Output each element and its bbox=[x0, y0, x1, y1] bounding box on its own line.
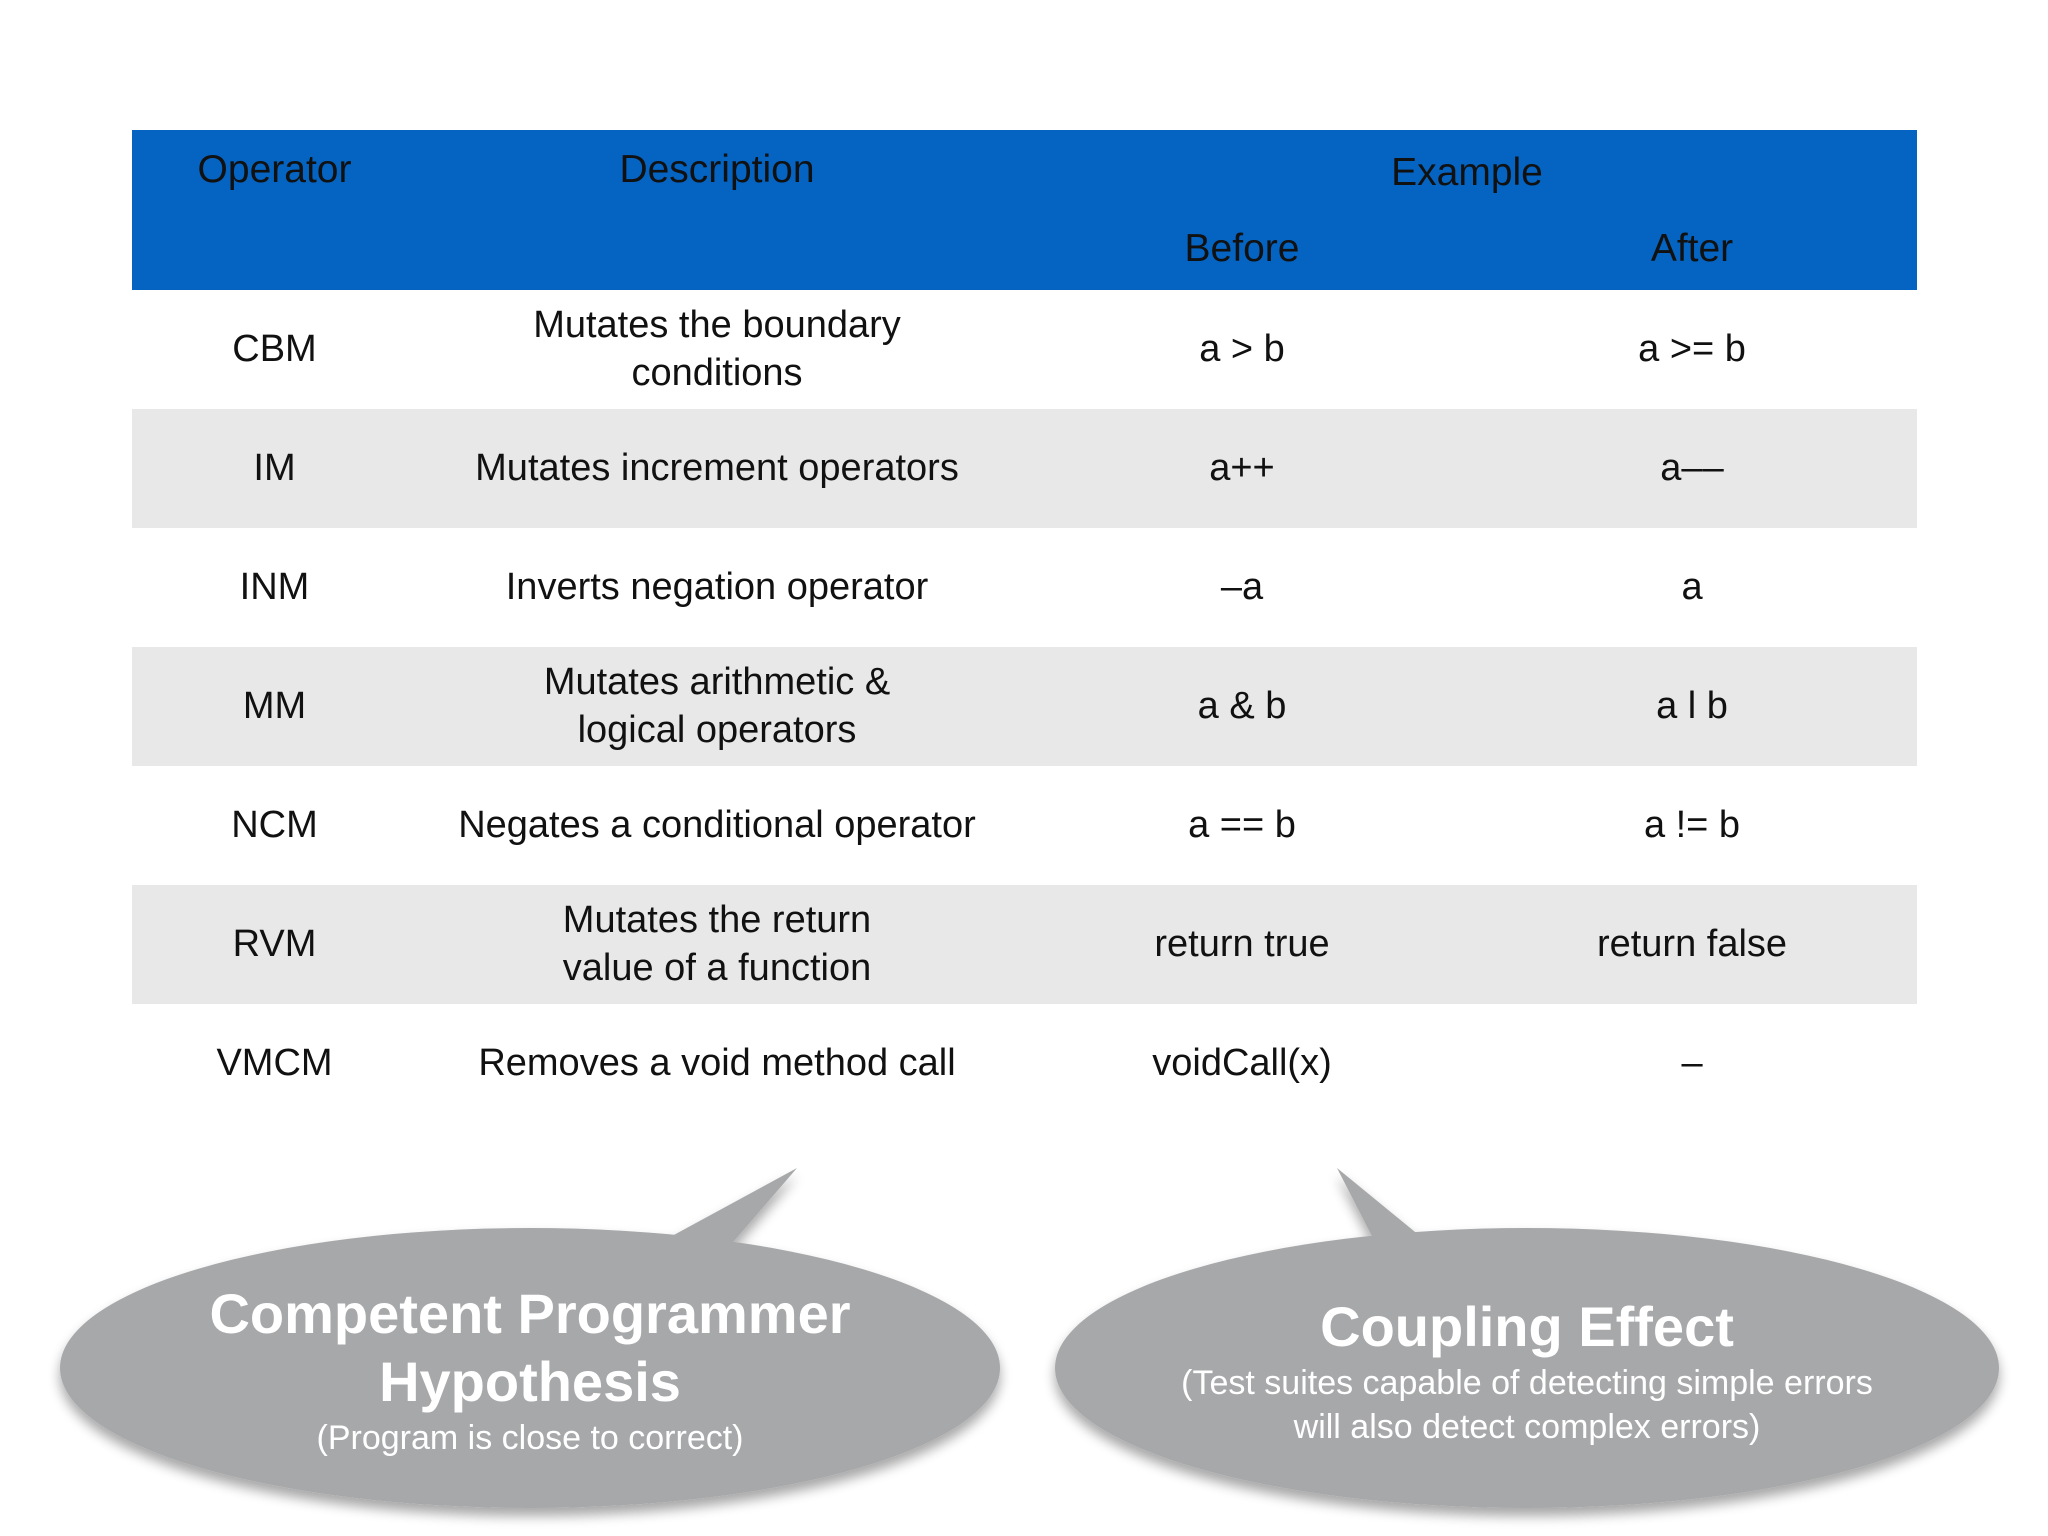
header-example-label: Example bbox=[1391, 151, 1543, 194]
right-bubble-subtitle-line2: will also detect complex errors) bbox=[1293, 1408, 1761, 1446]
cell-description: Negates a conditional operator bbox=[458, 803, 976, 846]
cell-before: –a bbox=[1220, 565, 1264, 608]
right-bubble-title: Coupling Effect bbox=[1320, 1295, 1734, 1358]
cell-operator: VMCM bbox=[216, 1041, 333, 1084]
cell-before: a++ bbox=[1017, 409, 1467, 528]
header-after-label: After bbox=[1650, 227, 1734, 270]
cell-description: Mutates the boundary conditions bbox=[533, 304, 901, 394]
left-bubble-subtitle: (Program is close to correct) bbox=[316, 1419, 744, 1457]
left-bubble-text bbox=[130, 1280, 930, 1460]
header-operator-label: Operator bbox=[197, 148, 352, 191]
cell-after: a l b bbox=[1467, 647, 1917, 766]
right-bubble-subtitle-line1: (Test suites capable of detecting simple errors bbox=[1181, 1364, 1873, 1402]
cell-before: a & b bbox=[1017, 647, 1467, 766]
cell-description: Mutates increment operators bbox=[417, 409, 1017, 528]
header-description-label: Description bbox=[619, 148, 815, 191]
cell-operator: INM bbox=[239, 565, 310, 608]
cell-operator: IM bbox=[132, 409, 417, 528]
cell-after: a >= b bbox=[1638, 327, 1746, 370]
cell-operator: NCM bbox=[231, 803, 318, 846]
cell-description: Mutates arithmetic & logical operators bbox=[417, 647, 1017, 766]
right-bubble-text bbox=[1107, 1293, 1947, 1449]
header-before-label: Before bbox=[1184, 227, 1300, 270]
cell-after: a bbox=[1681, 565, 1703, 608]
left-bubble-title-line1: Competent Programmer bbox=[209, 1282, 851, 1345]
cell-before: a == b bbox=[1188, 803, 1296, 846]
cell-after: return false bbox=[1467, 885, 1917, 1004]
cell-after: – bbox=[1681, 1041, 1703, 1084]
cell-operator: CBM bbox=[232, 327, 317, 370]
cell-operator: MM bbox=[132, 647, 417, 766]
cell-before: voidCall(x) bbox=[1152, 1041, 1332, 1084]
cell-after: a != b bbox=[1643, 803, 1741, 846]
cell-before: a > b bbox=[1199, 327, 1285, 370]
cell-description: Removes a void method call bbox=[478, 1041, 956, 1084]
cell-after: a–– bbox=[1467, 409, 1917, 528]
left-bubble-title-line2: Hypothesis bbox=[379, 1350, 681, 1413]
cell-operator: RVM bbox=[132, 885, 417, 1004]
cell-description: Mutates the return value of a function bbox=[417, 885, 1017, 1004]
cell-before: return true bbox=[1017, 885, 1467, 1004]
cell-description: Inverts negation operator bbox=[505, 565, 929, 608]
